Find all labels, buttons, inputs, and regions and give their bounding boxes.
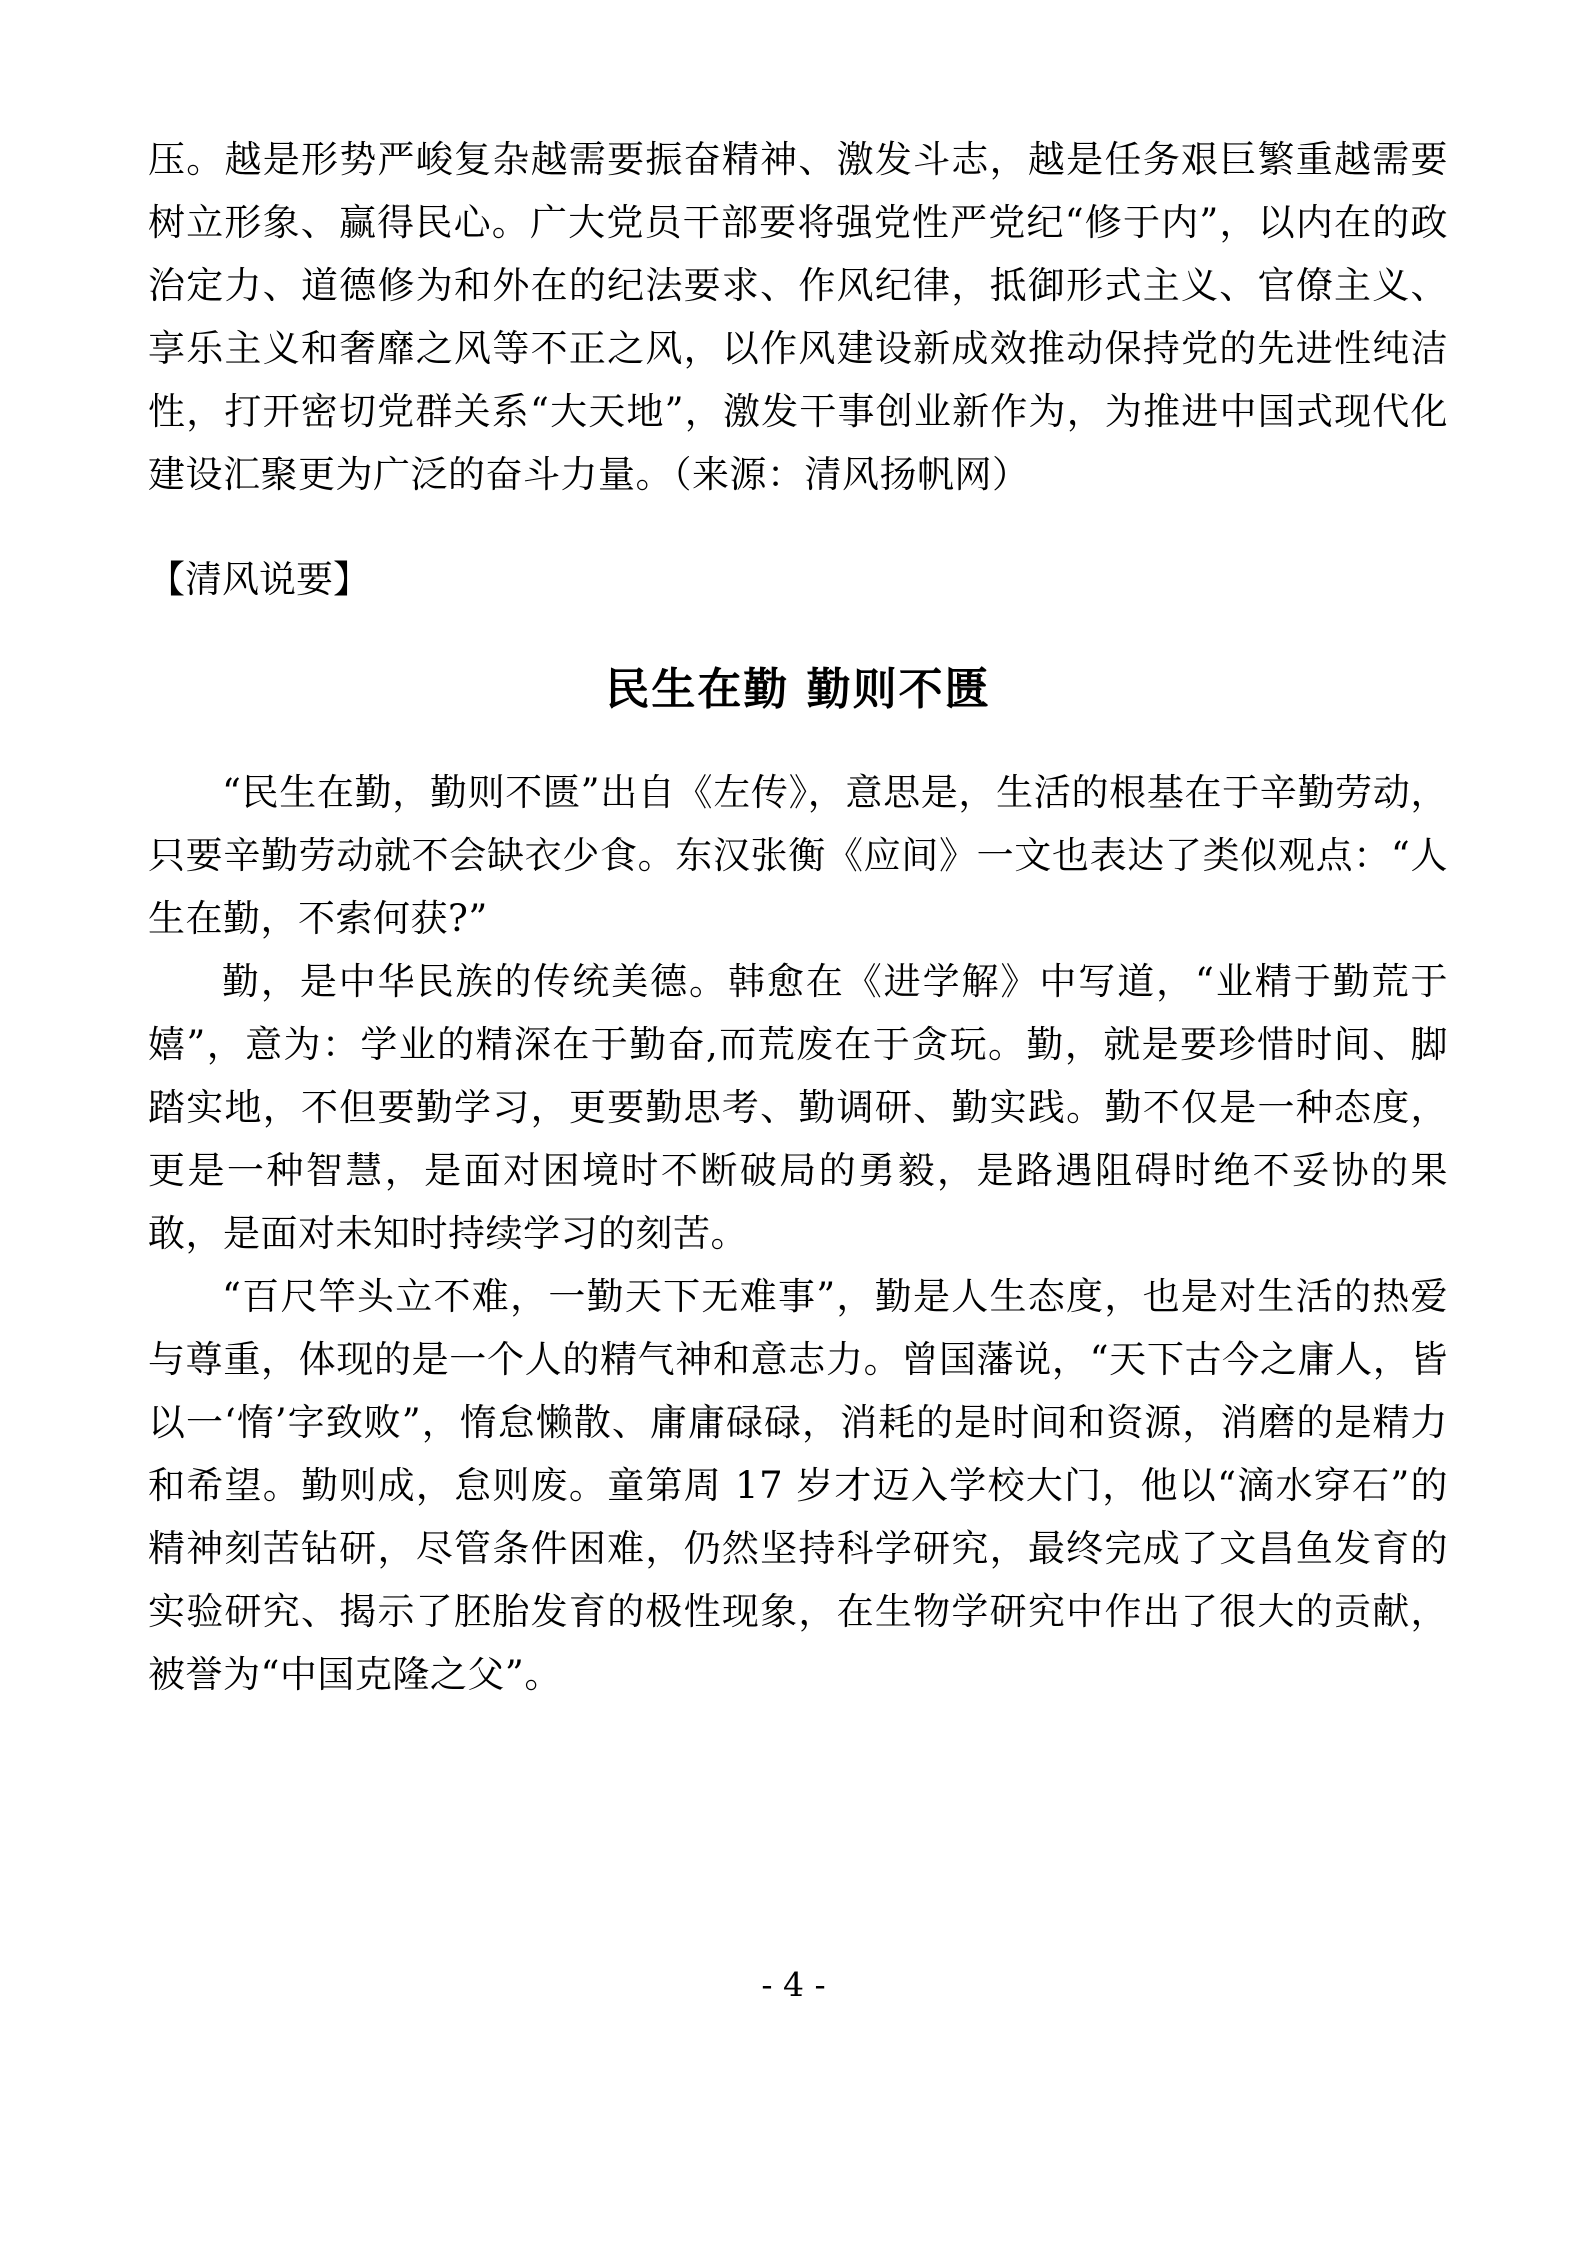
page-number: - 4 - — [761, 1965, 826, 2004]
body-paragraph: “百尺竿头立不难，一勤天下无难事”，勤是人生态度，也是对生活的热爱与尊重，体现的是一个人的精气神和意志力。曾国藩说，“天下古今之庸人，皆以一‘惰’字致败”，惰怠懒散、庸庸碌碌，消耗的是时间和资源，消磨的是精力和希望。勤则成，怠则废。童第周 17 岁才迈入学校大门，他以“滴水穿石”的精神刻苦钻研，尽管条件困难，仍然坚持科学研究，最终完成了文昌鱼发育的实验研究、揭示了胚胎发育的极性现象，在生物学研究中作出了很大的贡献，被誉为“中国克隆之父”。 — [148, 1275, 1448, 1696]
page-content — [148, 128, 1448, 1706]
continued-paragraph: 压。越是形势严峻复杂越需要振奋精神、激发斗志，越是任务艰巨繁重越需要树立形象、赢得民心。广大党员干部要将强党性严党纪“修于内”，以内在的政治定力、道德修为和外在的纪法要求、作风纪律，抵御形式主义、官僚主义、享乐主义和奢靡之风等不正之风，以作风建设新成效推动保持党的先进性纯洁性，打开密切党群关系“大天地”，激发干事创业新作为，为推进中国式现代化建设汇聚更为广泛的奋斗力量。（来源：清风扬帆网） — [148, 138, 1448, 496]
article-body — [148, 761, 1448, 1706]
body-paragraph: 勤，是中华民族的传统美德。韩愈在《进学解》中写道，“业精于勤荒于嬉”，意为：学业的精深在于勤奋,而荒废在于贪玩。勤，就是要珍惜时间、脚踏实地，不但要勤学习，更要勤思考、勤调研、勤实践。勤不仅是一种态度，更是一种智慧，是面对困境时不断破局的勇毅，是路遇阻碍时绝不妥协的果敢，是面对未知时持续学习的刻苦。 — [148, 960, 1448, 1255]
body-paragraph: “民生在勤，勤则不匮”出自《左传》，意思是，生活的根基在于辛勤劳动，只要辛勤劳动就不会缺衣少食。东汉张衡《应间》一文也表达了类似观点：“人生在勤，不索何获?” — [148, 771, 1448, 940]
section-label: 【清风说要】 — [148, 558, 370, 601]
article-title: 民生在勤 勤则不匮 — [605, 664, 991, 715]
